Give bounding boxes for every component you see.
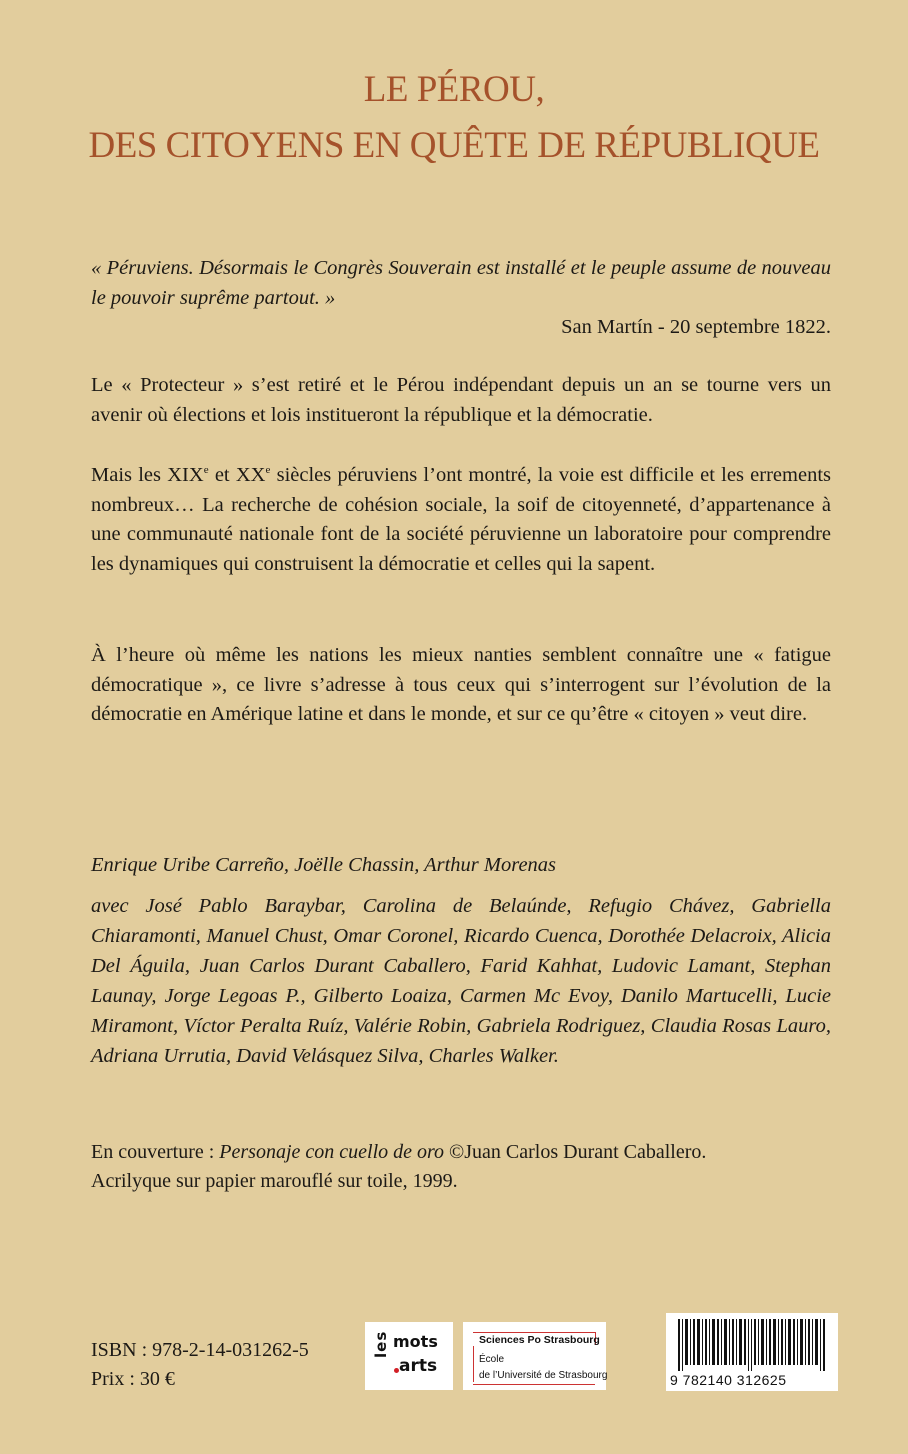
mots-arts-logo — [365, 1322, 453, 1390]
paragraph-protecteur: Le « Protecteur » s’est retiré et le Pérou indépendant depuis un an se tourne vers un avenir où élections et lois institueront la république et la démocratie. — [91, 374, 831, 426]
barcode-bars — [678, 1319, 828, 1371]
credit-suffix: ©Juan Carlos Durant Caballero. — [444, 1141, 707, 1163]
isbn: ISBN : 978-2-14-031262-5 — [91, 1339, 309, 1361]
sciences-po-logo — [463, 1322, 606, 1390]
sp-name: Sciences Po Strasbourg — [479, 1334, 600, 1346]
title-line-2: DES CITOYENS EN QUÊTE DE RÉPUBLIQUE — [88, 125, 820, 166]
barcode — [666, 1313, 838, 1391]
sp-ecole: École — [479, 1354, 505, 1365]
credit-prefix: En couverture : — [91, 1141, 220, 1163]
logo-les: les — [372, 1330, 390, 1358]
credit-work: Personaje con cuello de oro — [219, 1141, 445, 1163]
title-line-1: LE PÉROU, — [363, 69, 545, 110]
credit-line-1 — [91, 1138, 851, 1167]
cover-credit — [91, 1138, 851, 1196]
credit-line-2: Acrilyque sur papier marouflé sur toile, 1999. — [91, 1170, 458, 1192]
isbn-block — [91, 1336, 309, 1394]
p3-sup-2: e — [265, 464, 271, 477]
p3-part-b: et XX — [208, 464, 266, 486]
p3-sup-1: e — [203, 464, 209, 477]
contributors: avec José Pablo Baraybar, Carolina de Belaúnde, Refugio Chávez, Gabriella Chiaramonti, Manuel Chust, Omar Coronel, Ricardo Cuenca, Dorothée Delacroix, Alicia Del Águila, Juan Carlos Durant Caballero, Farid Kahhat, Ludovic Lamant, Stephan Launay, Jorge Legoas P., Gilberto Loaiza, Carmen Mc Evoy, Danilo Martucelli, Lucie Miramont, Víctor Peralta Ruíz, Valérie Robin, Gabriela Rodriguez, Claudia Rosas Lauro, Adriana Urrutia, David Velásquez Silva, Charles Walker. — [91, 895, 831, 1067]
authors: Enrique Uribe Carreño, Joëlle Chassin, Arthur Morenas — [91, 854, 557, 876]
sp-frame-bottom — [473, 1384, 595, 1385]
paragraph-centuries — [91, 461, 831, 579]
book-title — [0, 62, 908, 174]
paragraph-fatigue: À l’heure où même les nations les mieux nanties semblent connaître une « fatigue démocratique », ce livre s’adresse à tous ceux qui s’interrogent sur l’évolution de la démocratie en Amérique latine et dans le monde, et sur ce qu’être « citoyen » veut dire. — [91, 644, 831, 726]
barcode-digits: 9 782140 312625 — [670, 1372, 787, 1388]
quote-attribution: San Martín - 20 septembre 1822. — [561, 316, 831, 339]
opening-quote — [91, 254, 831, 343]
logo-mots: mots — [393, 1332, 438, 1351]
logo-arts: arts — [399, 1356, 438, 1376]
price: Prix : 30 € — [91, 1368, 175, 1390]
p3-part-c: siècles péruviens l’ont montré, la voie est difficile et les errements nombreux… La recherche de cohésion sociale, la soif de citoyenneté, d’appartenance à une communauté nationale font de la société péruvienne un laboratoire pour comprendre les dynamiques qui construisent la démocratie et celles qui la sapent. — [91, 464, 831, 575]
sp-university: de l’Université de Strasbourg — [479, 1370, 608, 1381]
p3-part-a: Mais les XIX — [91, 464, 204, 486]
sp-frame-left — [473, 1346, 474, 1382]
quote-text: « Péruviens. Désormais le Congrès Souverain est installé et le peuple assume de nouveau le pouvoir suprême partout. » — [91, 257, 831, 309]
